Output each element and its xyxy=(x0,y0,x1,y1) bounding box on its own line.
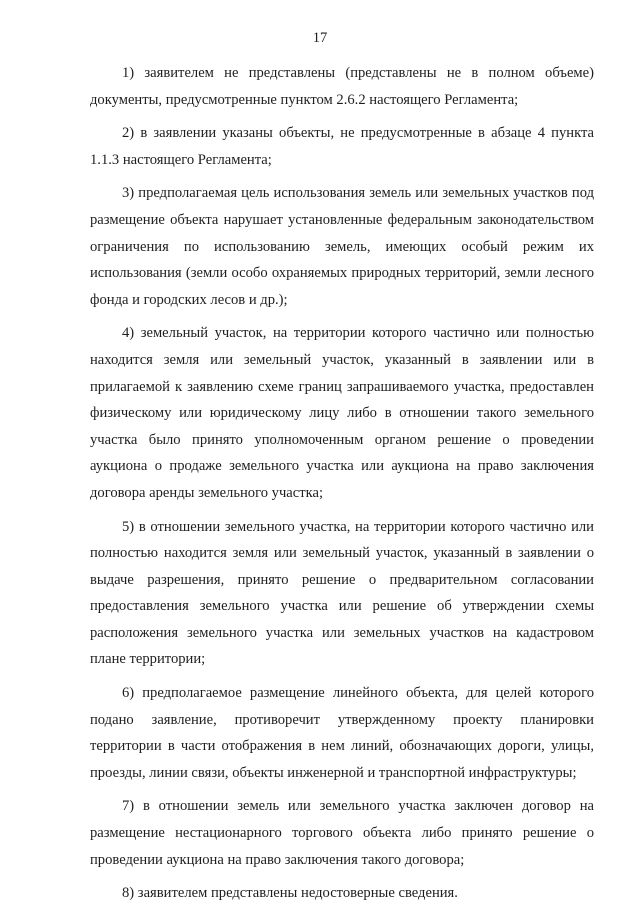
paragraph-4: 4) земельный участок, на территории которого частично или полностью находится земля или земельный участок, указанный в заявлении или в прилагаемой к заявлению схеме границ запрашиваемого участка, предоставлен физическому или юридическому лицу либо в отношении такого земельного участка было принято уполномоченным органом решение о проведении аукциона о продаже земельного участка или аукциона на право заключения договора аренды земельного участка; xyxy=(90,325,594,501)
paragraph-3: 3) предполагаемая цель использования земель или земельных участков под размещение объекта нарушает установленные федеральным законодательством ограничения по использованию земель, имеющих особый режим их использования (земли особо охраняемых природных территорий, земли лесного фонда и городских лесов и др.); xyxy=(90,185,594,308)
paragraph-2: 2) в заявлении указаны объекты, не предусмотренные в абзаце 4 пункта 1.1.3 настоящего Регламента; xyxy=(90,125,594,168)
paragraph-8: 8) заявителем представлены недостоверные сведения. xyxy=(122,885,458,902)
document-body xyxy=(90,58,594,907)
paragraph-7: 7) в отношении земель или земельного участка заключен договор на размещение нестационарного торгового объекта либо принято решение о проведении аукциона на право заключения такого договора; xyxy=(90,798,594,868)
paragraph-1: 1) заявителем не представлены (представлены не в полном объеме) документы, предусмотренные пунктом 2.6.2 настоящего Регламента; xyxy=(90,65,594,108)
paragraph-5: 5) в отношении земельного участка, на территории которого частично или полностью находится земля или земельный участок, указанный в заявлении о выдаче разрешения, принято решение о предварительном согласовании предоставления земельного участка или решение об утверждении схемы расположения земельного участка или земельных участков на кадастровом плане территории; xyxy=(90,518,594,668)
paragraph-6: 6) предполагаемое размещение линейного объекта, для целей которого подано заявление, противоречит утвержденному проекту планировки территории в части отображения в нем линий, обозначающих дороги, улицы, проезды, линии связи, объекты инженерной и транспортной инфраструктуры; xyxy=(90,685,594,781)
page-number: 17 xyxy=(312,30,328,46)
